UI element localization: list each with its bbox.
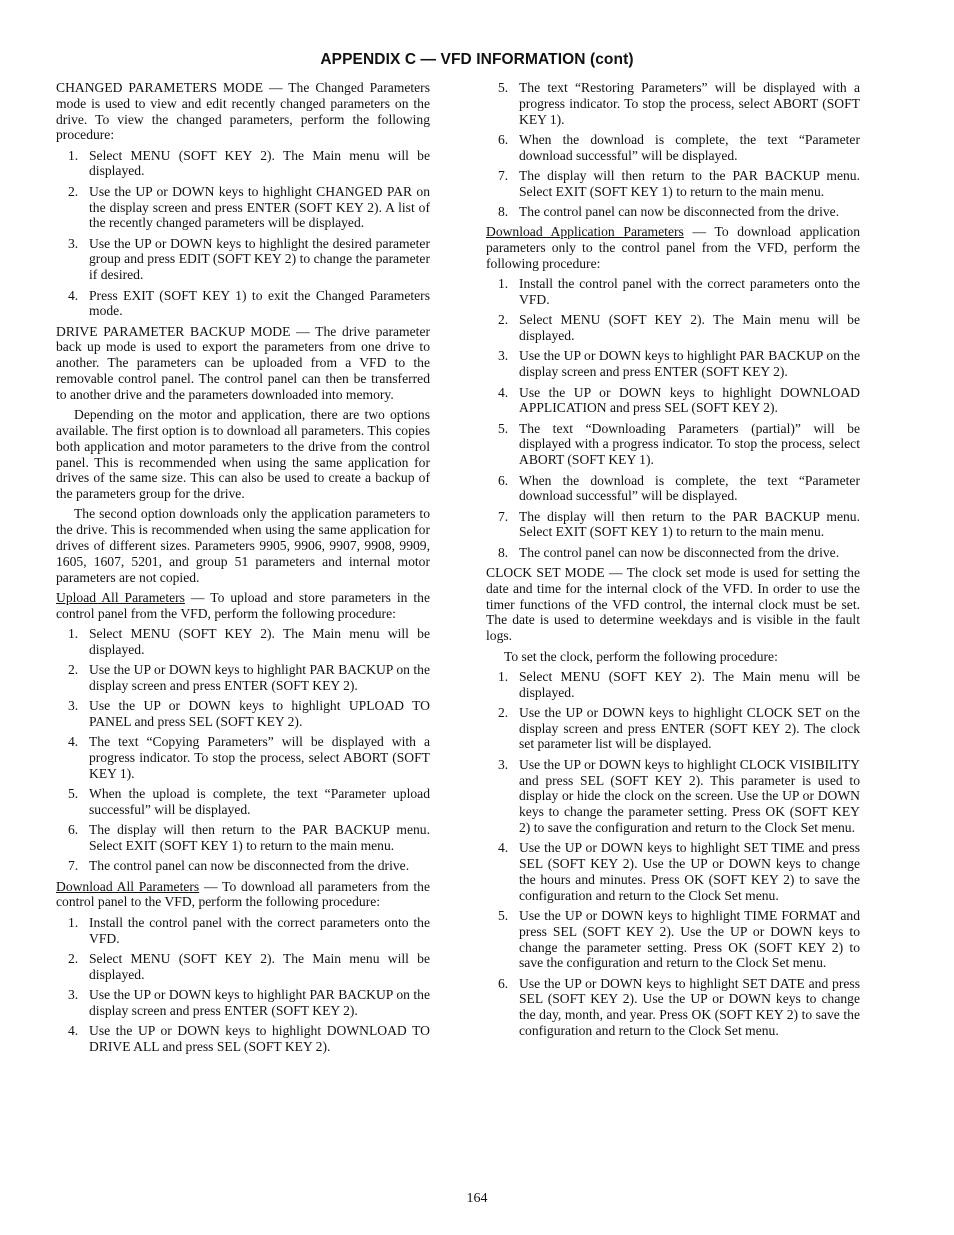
download-all-heading: Download All Parameters [56,878,200,894]
list-item: 7. The control panel can now be disconnected from the drive. [68,858,410,874]
backup-mode-second-option: The second option downloads only the application parameters to the drive. This is recommended when using the same application for drives of different sizes. Parameters 9905, 9906, 9907, 9908, 9909, 1605, 1607, 5201, and group 51 parameters and internal motor parameters are not copied. [56,506,430,585]
list-item: 5. When the upload is complete, the text “Parameter upload successful” will be displayed. [68,786,430,817]
list-item: 6. The display will then return to the PAR BACKUP menu. Select EXIT (SOFT KEY 1) to return to the main menu. [68,822,430,854]
upload-all-steps [56,626,430,874]
list-item: 1. Install the control panel with the correct parameters onto the VFD. [498,276,860,308]
list-item: 6. When the download is complete, the text “Parameter download successful” will be displayed. [498,472,860,504]
list-item: 1. Select MENU (SOFT KEY 2). The Main menu will be displayed. [68,626,430,657]
clock-set-procedure-lead: To set the clock, perform the following procedure: [504,648,778,664]
page-title: APPENDIX C — VFD INFORMATION (cont) [320,51,634,68]
list-item: 3. Use the UP or DOWN keys to highlight the desired parameter group and press EDIT (SOFT KEY 2) to change the parameter if desired. [68,235,430,283]
list-item: 8. The control panel can now be disconnected from the drive. [498,544,840,560]
changed-parameters-intro: CHANGED PARAMETERS MODE — The Changed Parameters mode is used to view and edit recently changed parameters on the drive. To view the changed parameters, perform the following procedure: [56,80,430,143]
list-item: 3. Use the UP or DOWN keys to highlight PAR BACKUP on the display screen and press ENTER (SOFT KEY 2). [498,348,860,380]
backup-mode-intro: DRIVE PARAMETER BACKUP MODE — The drive parameter back up mode is used to export the parameters from one drive to another. The parameters can be uploaded from a VFD to the removable control panel. The control panel can then be transferred to another drive and the parameters downloaded into memory. [56,323,430,402]
list-item: 5. Use the UP or DOWN keys to highlight TIME FORMAT and press SEL (SOFT KEY 2). Use the UP or DOWN keys to change the parameter setting. Press OK (SOFT KEY 2) to save the configuration and return to the Clock Set menu. [498,907,860,971]
upload-all-intro: Upload All Parameters — To upload and store parameters in the control panel from the VFD, perform the following procedure: [56,589,430,621]
list-item: 5. The text “Downloading Parameters (partial)” will be displayed with a progress indicator. To stop the process, select ABORT (SOFT KEY 1). [498,420,860,468]
list-item: 5. The text “Restoring Parameters” will be displayed with a progress indicator. To stop the process, select ABORT (SOFT KEY 1). [498,80,860,127]
list-item: 2. Use the UP or DOWN keys to highlight CLOCK SET on the display screen and press ENTER (SOFT KEY 2). The clock set parameter list will be displayed. [498,704,860,752]
download-all-steps-continued [486,80,860,220]
list-item: 1. Install the control panel with the correct parameters onto the VFD. [68,914,430,946]
list-item: 7. The display will then return to the PAR BACKUP menu. Select EXIT (SOFT KEY 1) to return to the main menu. [498,167,860,199]
download-application-intro: Download Application Parameters — To download application parameters only to the control panel from the VFD, perform the following procedure: [486,224,860,271]
list-item: 3. Use the UP or DOWN keys to highlight PAR BACKUP on the display screen and press ENTER (SOFT KEY 2). [68,986,430,1018]
list-item: 7. The display will then return to the PAR BACKUP menu. Select EXIT (SOFT KEY 1) to return to the main menu. [498,508,860,540]
list-item: 2. Select MENU (SOFT KEY 2). The Main menu will be displayed. [498,312,860,344]
list-item: 3. Use the UP or DOWN keys to highlight CLOCK VISIBILITY and press SEL (SOFT KEY 2). This parameter is used to display or hide the clock on the screen. Use the UP or DOWN keys to change the parameter setting. Press OK (SOFT KEY 2) to save the configuration and return to the Clock Set menu. [498,756,860,835]
clock-set-intro: CLOCK SET MODE — The clock set mode is used for setting the date and time for the internal clock of the VFD. In order to use the timer functions of the VFD control, the internal clock must be set. The date is used to determine weekdays and is visible in the fault logs. [486,565,860,644]
list-item: 1. Select MENU (SOFT KEY 2). The Main menu will be displayed. [498,668,860,700]
upload-all-heading: Upload All Parameters [56,589,185,605]
download-application-heading: Download Application Parameters [486,224,684,240]
right-column [486,80,860,1043]
download-application-steps [486,276,860,560]
list-item: 4. Use the UP or DOWN keys to highlight DOWNLOAD TO DRIVE ALL and press SEL (SOFT KEY 2). [68,1023,430,1054]
page-number: 164 [466,1191,488,1206]
changed-parameters-steps [56,148,430,319]
list-item: 2. Use the UP or DOWN keys to highlight PAR BACKUP on the display screen and press ENTER (SOFT KEY 2). [68,662,430,693]
list-item: 6. Use the UP or DOWN keys to highlight SET DATE and press SEL (SOFT KEY 2). Use the UP or DOWN keys to change the day, month, and year. Press OK (SOFT KEY 2) to save the configuration and return to the Clock Set menu. [498,975,860,1039]
download-all-steps [56,915,430,1055]
backup-mode-options: Depending on the motor and application, there are two options available. The first option is to download all parameters. This copies both application and motor parameters to the drive from the control panel. This is recommended when using the same application for drives of the same size. This can also be used to create a backup of the parameters group for the drive. [56,407,430,502]
list-item: 4. Use the UP or DOWN keys to highlight SET TIME and press SEL (SOFT KEY 2). Use the UP or DOWN keys to change the hours and minutes. Press OK (SOFT KEY 2) to save the configuration and return to the Clock Set menu. [498,840,860,903]
list-item: 2. Select MENU (SOFT KEY 2). The Main menu will be displayed. [68,950,430,982]
list-item: 1. Select MENU (SOFT KEY 2). The Main menu will be displayed. [68,147,430,179]
list-item: 4. Use the UP or DOWN keys to highlight DOWNLOAD APPLICATION and press SEL (SOFT KEY 2). [498,384,860,416]
list-item: 2. Use the UP or DOWN keys to highlight CHANGED PAR on the display screen and press ENTER (SOFT KEY 2). A list of the recently changed parameters will be displayed. [68,183,430,231]
download-all-intro: Download All Parameters — To download all parameters from the control panel to the VFD, perform the following procedure: [56,878,430,910]
list-item: 3. Use the UP or DOWN keys to highlight UPLOAD TO PANEL and press SEL (SOFT KEY 2). [68,698,430,729]
list-item: 6. When the download is complete, the text “Parameter download successful” will be displayed. [498,131,860,163]
clock-set-steps [486,669,860,1039]
list-item: 8. The control panel can now be disconnected from the drive. [498,204,840,220]
list-item: 4. The text “Copying Parameters” will be displayed with a progress indicator. To stop the process, select ABORT (SOFT KEY 1). [68,734,430,781]
left-column [56,80,430,1059]
list-item: 4. Press EXIT (SOFT KEY 1) to exit the Changed Parameters mode. [68,287,430,319]
